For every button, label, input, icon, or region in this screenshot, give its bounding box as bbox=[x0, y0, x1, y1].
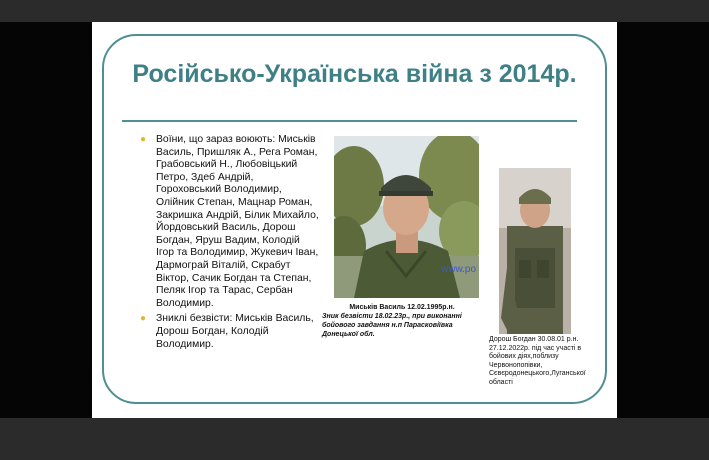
bullet-text: Воїни, що зараз воюють: Миськів Василь, Пришляк А., Рега Роман, Грабовський Н., Любовіцький Петро, Здеб Андрій, Гороховський Володимир, Олійник Степан, Мацнар Роман, Закришка Андрій, Білик Михайло, Йордовський Василь, Дорош Богдан, Яруш Вадим, Колодій Ігор та Володимир, Жукевич Іван, Дармограй Віталій, Скрабут Віктор, Сачик Богдан та Степан, Пеляк Ігор та Тарас, Сербан Володимир. bbox=[156, 134, 319, 309]
soldier-photo-1 bbox=[334, 136, 479, 298]
bullet-icon: ● bbox=[140, 134, 147, 145]
bottom-bar bbox=[0, 418, 709, 460]
caption-1-body: Зник безвісти 18.02.23р., при виконанні бойового завдання н.п Парасковіївка Донецької обл. bbox=[322, 313, 462, 338]
top-bar bbox=[0, 0, 709, 22]
caption-1-name: Миськів Василь 12.02.1995р.н. bbox=[349, 304, 455, 311]
bullet-list bbox=[138, 134, 320, 354]
left-letterbox bbox=[0, 22, 92, 418]
bullet-icon: ● bbox=[140, 313, 147, 325]
soldier-portrait-2-image bbox=[499, 168, 571, 334]
presentation-slide bbox=[92, 22, 617, 418]
soldier-photo-2 bbox=[499, 168, 571, 334]
right-letterbox bbox=[617, 22, 709, 418]
photo-1-caption bbox=[322, 303, 482, 339]
slide-title: Російсько-Українська війна з 2014р. bbox=[132, 60, 577, 88]
title-divider bbox=[122, 120, 577, 122]
photo-2-caption: Дорош Богдан 30.08.01 р.н. 27.12.2022р. під час участі в бойових діях,поблизу Червонопопівки, Сєвєродонецького,Луганської області bbox=[489, 336, 586, 386]
bullet-text: Зниклі безвісти: Миськів Василь, Дорош Богдан, Колодій Володимир. bbox=[156, 313, 314, 350]
list-item bbox=[138, 134, 320, 310]
list-item bbox=[138, 313, 320, 351]
photo-watermark: www.po bbox=[441, 264, 477, 275]
